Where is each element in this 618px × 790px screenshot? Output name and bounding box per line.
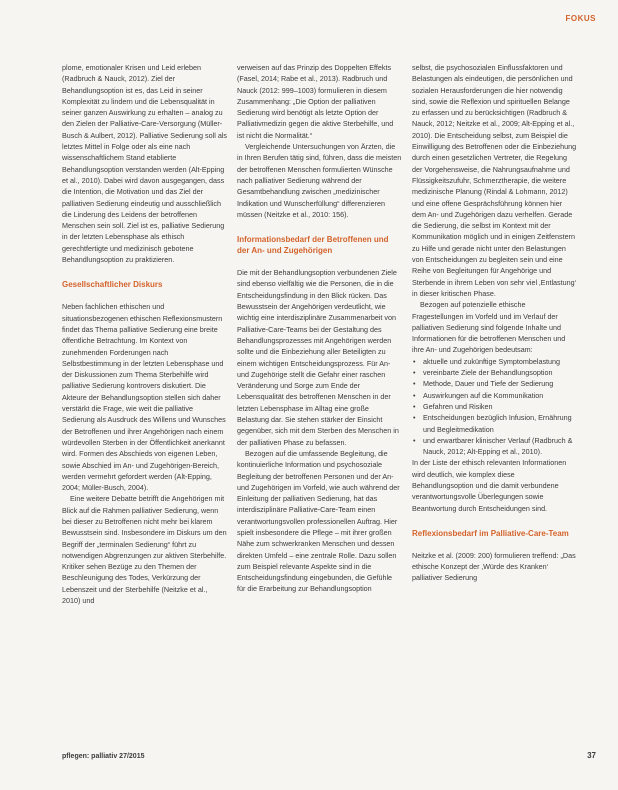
paragraph: Bezogen auf die umfassende Begleitung, die kontinuierliche Information und psychosoziale Begleitung der betroffenen Personen und der An- und Zugehörigen im Vorfeld, wie auch während der Einleitung der palliativen Sedierung, hat das interdisziplinäre Palliative-Care-Team einen verantwortungsvollen professionellen Auftrag. Hier spielt insbesondere die Pflege – mit ihrer großen Nähe zum schwerkranken Menschen und dessen direkten Umfeld – eine zentrale Rolle. Dazu sollen zum Beispiel relevante Aspekte sind in die Entscheidungsfindung eingebunden, die Gefühle für die Erarbeitung zur Behandlungsoption [237,448,400,594]
section-heading: Informationsbedarf der Betroffenen und der An- und Zugehörigen [237,235,389,256]
page-footer [62,751,596,760]
paragraph: Neben fachlichen ethischen und situationsbezogenen ethischen Reflexionsmustern findet das Thema palliative Sedierung eine breite öffentliche Betrachtung. Im Kontext von zunehmenden Forderungen nach Selbstbestimmung in der letzten Lebensphase und der Diskussionen zum Thema Sterbehilfe wird palliative Sedierung kontrovers diskutiert. Die Akteure der Behandlungsoption stellen sich daher verstärkt die Frage, wie weit die palliative Sedierung als Ausdruck des Willens und Wunsches der Betroffenen und ihrer Angehörigen nach einem würdevollen Sterben in der Öffentlichkeit anerkannt wird. Formen des Abschieds von eigenen Leben, sowie Abschied im An- und Zugehörigen-Bereich, werden vermehrt gefordert werden (Alt-Epping, 2004; Müller-Busch, 2004). [62,302,226,493]
paragraph: Vergleichende Untersuchungen von Ärzten, die in Ihren Berufen tätig sind, führen, dass die meisten der betroffenen Menschen formulierten Wünsche nach palliativer Sedierung während der Gesamtbehandlung zwischen „medizinischer Indikation und Wunscherfüllung“ differenzieren müssen (Neitzke et al., 2010: 156). [237,142,402,219]
paragraph: In der Liste der ethisch relevanten Informationen wird deutlich, wie komplex diese Behandlungsoption und die damit verbundene verantwortungsvolle Überlegungen sowie Beantwortung durch Entscheidungen sind. [412,458,567,513]
journal-title: pflegen: palliativ 27/2015 [62,753,145,760]
section-heading: Reflexionsbedarf im Palliative-Care-Team [412,528,569,538]
paragraph: Bezogen auf potenzielle ethische Fragestellungen im Vorfeld und im Verlauf der palliativen Sedierung sind folgende Inhalte und Informationen für die betroffenen Menschen und ihre An- und Zugehörigen bedeutsam: [412,300,566,355]
section-label: FOKUS [565,14,596,23]
text-column-3 [412,62,577,742]
text-column-1 [62,62,227,742]
bullet-list [412,356,577,458]
bullet-item: • und erwartbarer klinischer Verlauf (Radbruch & Nauck, 2012; Alt-Epping et al., 2010). [421,435,577,458]
paragraph: verweisen auf das Prinzip des Doppelten Effekts (Fasel, 2014; Rabe et al., 2013). Radbruch und Nauck (2012: 999–1003) formulieren in diesem Zusammenhang: „Die Option der palliativen Sedierung wird benötigt als letzte Option der Palliativmedizin gegen die aktive Sterbehilfe, und ist nicht die Normalität.“ [237,63,394,140]
bullet-item: • aktuelle und zukünftige Symptombelastung [421,356,577,367]
bullet-item: • Auswirkungen auf die Kommunikation [421,390,577,401]
paragraph: selbst, die psychosozialen Einflussfaktoren und Belastungen als eindeutigen, die persönlichen und sozialen Herausforderungen die hier notwendig sind, sowie die Reflexion und spirituellen Belange zu erfassen und zu berücksichtigen (Radbruch & Nauck, 2012; Neitzke et al., 2009; Alt-Epping et al., 2010). Die Entscheidung selbst, zum Beispiel die Einwilligung des Betroffenen oder die Einbeziehung durch einen gesetzlichen Vertreter, die Regelung der Vorgehensweise, die Nahrungsaufnahme und Flüssigkeitszufuhr, Schmerztherapie, die weitere medizinische Planung (Rindal & Lohmann, 2012) und eine offene Gesprächsführung können hier dem An- und Zugehörigen dazu verhelfen. Gerade die Sedierung, die selbst im Kontext mit der Kommunikation möglich und in einigen Zeitfenstern zu Hilfe und gerade nicht unter den Belastungen von Entscheidungen zu begleiten sein und eine Reihe von Begleitungen für Angehörige und Sterbende in ihrem Leben von sehr viel ‚Entlastung‘ in dieser kritischen Phase. [412,63,577,298]
paragraph: Eine weitere Debatte betrifft die Angehörigen mit Blick auf die Rahmen palliativer Sedierung, wenn bei dieser zu Betroffenen nicht mehr bei klarem Bewusstsein sind. Insbesondere im Diskurs um den Begriff der „terminalen Sedierung“ führt zu notwendigen Abgrenzungen zur aktiven Sterbehilfe. Kritiker sehen Bezüge zu den Themen der Beschleunigung des Todes, Verkürzung der Lebenszeit und der Sterbehilfe (Neitzke et al., 2010) und [62,494,227,606]
bullet-item: • vereinbarte Ziele der Behandlungsoption [421,367,577,378]
paragraph: Die mit der Behandlungsoption verbundenen Ziele sind ebenso vielfältig wie die Personen, die in die Entscheidungsfindung in den Blick rücken. Das Bewusstsein der Angehörigen verdeutlicht, wie wichtig eine interdisziplinäre Zusammenarbeit von Palliative-Care-Teams bei der Gestaltung des Behandlungsprozesses mit Angehörigen werden sollte und die Einbeziehung aller Beteiligten zu einem wichtigen Entscheidungsprozess. Für An- und Zugehörige stellt die Gefahr einer raschen Veränderung und Sorge zum Ende der Lebensqualität des betroffenen Menschen in der letzten Lebensphase im Alltag eine große Belastung dar. Sie stehen stärker der Einsicht gegenüber, sich mit dem Sterben des Menschen in der palliativen Phase zu befassen. [237,268,399,447]
section-heading: Gesellschaftlicher Diskurs [62,280,163,290]
paragraph: plome, emotionaler Krisen und Leid erleben (Radbruch & Nauck, 2012). Ziel der Behandlungsoption ist es, das Leid in seiner Komplexität zu lindern und die Lebensqualität in seiner ganzen Auswirkung zu erhalten – analog zu den Zielen der Palliative-Care-Versorgung (Müller-Busch & Aulbert, 2012). Palliative Sedierung soll als letztes Mittel in Folge oder als eine nach wissenschaftlichem Stand etablierte Behandlungsoption verstanden werden (Alt-Epping et al., 2010). Dabei wird davon ausgegangen, dass die Intention, die Motivation und das Ziel der palliativen Sedierung eindeutig und ausschließlich die Linderung des Leidens der betroffenen Menschen sein soll. Ziel ist es, palliative Sedierung in der letzten Lebensphase als ethisch gerechtfertigte und medizinisch gebotene Behandlungsoption zu praktizieren. [62,63,227,265]
bullet-item: • Entscheidungen bezüglich Infusion, Ernährung und Begleitmedikation [421,412,577,435]
page-number: 37 [587,751,596,760]
bullet-item: • Methode, Dauer und Tiefe der Sedierung [421,378,577,389]
paragraph: Neitzke et al. (2009: 200) formulieren treffend: „Das ethische Konzept der ‚Würde des Kranken‘ palliativer Sedierung [412,550,576,583]
bullet-item: • Gefahren und Risiken [421,401,577,412]
article-body [62,62,578,742]
text-column-2 [237,62,402,742]
